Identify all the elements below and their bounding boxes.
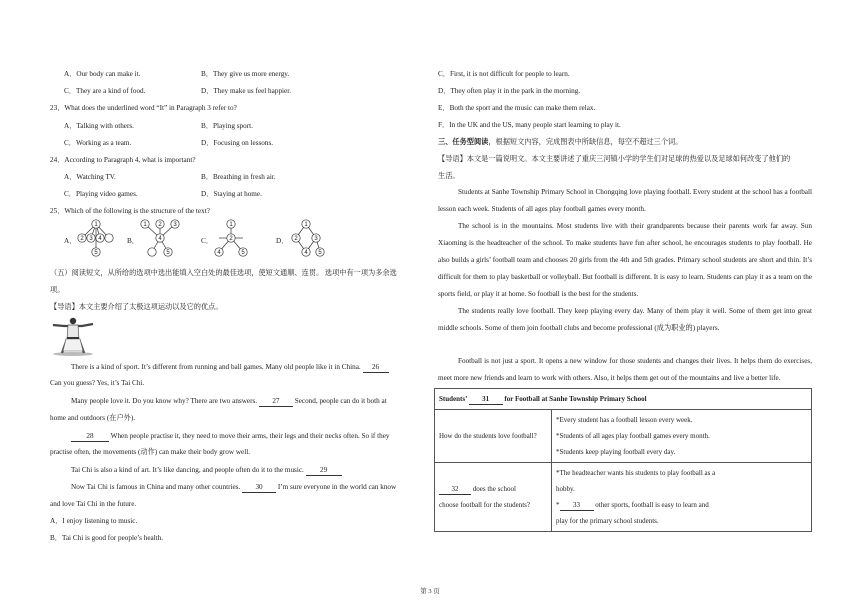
node-3: 3 — [89, 236, 93, 243]
q25-label-c: C． — [201, 237, 213, 245]
option-f: F．In the UK and the US, many people start learning to play it. — [438, 121, 621, 129]
svg-text:1: 1 — [143, 222, 147, 229]
node-4: 4 — [98, 236, 102, 243]
q23-option-c: C．Working as a team. — [64, 139, 132, 147]
q25-label-a: A． — [64, 237, 77, 245]
q25-stem: 25．Which of the following is the structure of the text? — [50, 207, 210, 215]
structure-diagram-d — [286, 218, 326, 260]
option-a: A．I enjoy listening to music. — [50, 517, 138, 525]
table-title: Students’ 31 for Football at Sanhe Township Primary School — [435, 389, 812, 410]
svg-text:3: 3 — [173, 222, 177, 229]
guide-line1: 【导语】本文是一篇说明文。本文主要讲述了重庆三河镇小学的学生们对足球的热爱以及足球如何改变了他们的 — [438, 155, 791, 163]
passage-p3-line2: practise often, the movements (动作) can make their body grow well. — [50, 448, 250, 456]
q25-label-b: B． — [127, 237, 139, 245]
q24-option-c: C．Playing video games. — [64, 190, 138, 198]
blank-31[interactable]: 31 — [469, 395, 503, 405]
svg-text:2: 2 — [294, 236, 298, 243]
option-e: E．Both the sport and the music can make them relax. — [438, 104, 596, 112]
info-table — [434, 388, 812, 532]
blank-27[interactable]: 27 — [259, 397, 293, 407]
row1-answers: *Every student has a football lesson every week. *Students of all ages play football games every month. *Students keep playing football every day. — [552, 410, 812, 463]
passage-p4-line1: Tai Chi is also a kind of art. It’s like dancing, and people often do it to the music. 29 — [71, 465, 342, 476]
article-para4: Football is not just a sport. It opens a new window for those students and changes their lives. It helps them do exercises, meet more new friends and learn to work with others. Also, it helps them get out of the mountains and live a better life. — [438, 357, 812, 382]
q23-option-b: B．Playing sport. — [201, 122, 253, 130]
svg-text:1: 1 — [304, 222, 308, 229]
blank-30[interactable]: 30 — [242, 483, 276, 493]
q22-option-a: A．Our body can make it. — [64, 70, 141, 78]
svg-text:2: 2 — [229, 236, 233, 243]
guide-line2: 生活。 — [438, 172, 460, 180]
article-para1: Students at Sanhe Township Primary School in Chongqing love playing football. Every student at the school has a football lesson each week. Students of all ages play football games every month. — [438, 188, 812, 213]
blank-26[interactable]: 26 — [363, 363, 389, 373]
q24-option-b: B．Breathing in fresh air. — [201, 173, 276, 181]
passage-p3-line1: 28 When people practise it, they need to move their arms, their legs and their necks often. So if they — [71, 431, 390, 442]
blank-29[interactable]: 29 — [306, 466, 342, 476]
tai-chi-figure — [50, 313, 96, 357]
passage-p1-line2: Can you guess? Yes, it’s Tai Chi. — [50, 379, 145, 387]
row2-question: 32 does the school choose football for the students? — [435, 463, 552, 532]
option-d: D．They often play it in the park in the morning. — [438, 87, 581, 95]
passage-p2-line2: home and outdoors (在户外). — [50, 414, 136, 422]
blank-28[interactable]: 28 — [71, 432, 109, 442]
svg-text:2: 2 — [158, 222, 162, 229]
passage-p2-line1: Many people love it. Do you know why? There are two answers. 27 Second, people can do it both at — [71, 397, 387, 405]
section3-instruction: 三、任务型阅读，根据短文内容，完成图表中所缺信息，每空不超过三个词。 — [438, 138, 683, 146]
svg-text:4: 4 — [304, 250, 308, 257]
svg-text:5: 5 — [318, 250, 322, 257]
svg-text:1: 1 — [229, 222, 233, 229]
article-para2: The school is in the mountains. Most students live with their grandparents because their parents work far away. Sun Xiaoming is the headteacher of the school. To make students have fun after school, he encourages students to play football. He also builds a girls’ football team and chooses 20 girls from the 4th and 5th grades. Primary school students are short and thin. It’s difficult for them to play basketball or volleyball. But football is different. It is easy to learn. Students can play it as a team on the sports field, or play it at home. So football is the best for the students. — [438, 222, 812, 298]
structure-diagram-a — [74, 218, 114, 260]
passage-p1-line1: There is a kind of sport. It’s different from running and ball games. Many old people like it in China. 26 — [71, 362, 389, 373]
passage-p5-line1: Now Tai Chi is famous in China and many other countries. 30 I’m sure everyone in the world can know — [71, 483, 397, 491]
q24-option-d: D．Staying at home. — [201, 190, 262, 198]
passage-p5-line2: and love Tai Chi in the future. — [50, 500, 137, 508]
section5-instruction-cont: 项。 — [50, 286, 65, 294]
svg-text:5: 5 — [241, 250, 245, 257]
q22-option-b: B．They give us more energy. — [201, 70, 290, 78]
q22-option-c: C．They are a kind of food. — [64, 87, 146, 95]
row1-question: How do the students love football? — [435, 410, 552, 463]
svg-text:3: 3 — [314, 236, 318, 243]
q23-stem: 23．What does the underlined word “It” in Paragraph 3 refer to? — [50, 104, 237, 112]
guide-text: 【导语】本文主要介绍了太极这项运动以及它的优点。 — [50, 303, 223, 311]
q23-option-d: D．Focusing on lessons. — [201, 139, 274, 147]
q25-label-d: D． — [276, 237, 289, 245]
structure-diagram-c — [211, 218, 251, 260]
svg-text:4: 4 — [158, 236, 162, 243]
svg-text:5: 5 — [166, 250, 170, 257]
section5-instruction: （五）阅读短文，从所给的选项中选出能填入空白处的最佳选项，使短文通顺、连贯。 选项中有一项为多余选 — [50, 269, 397, 277]
q24-option-a: A．Watching TV. — [64, 173, 116, 181]
row2-answers: *The headteacher wants his students to play football as a hobby. * 33 other sports, football is easy to learn and play for the primary school students. — [552, 463, 812, 532]
q24-stem: 24．According to Paragraph 4, what is important? — [50, 156, 196, 164]
node-5: 5 — [94, 250, 98, 257]
article-para3: The students really love football. They keep playing every day. Many of them play it well. Some of them get into great middle schools. Some of them join football clubs and become professional (成为职业的) players. — [438, 307, 812, 332]
structure-diagram-b — [137, 218, 183, 260]
node-1: 1 — [94, 222, 98, 229]
svg-text:4: 4 — [217, 250, 221, 257]
node-2: 2 — [80, 236, 84, 243]
q22-option-d: D．They make us feel happier. — [201, 87, 292, 95]
page-number: 第 3 页 — [420, 588, 440, 595]
q23-option-a: A．Talking with others. — [64, 122, 134, 130]
blank-32[interactable]: 32 — [439, 485, 471, 495]
blank-33[interactable]: 33 — [560, 501, 594, 511]
option-b: B．Tai Chi is good for people’s health. — [50, 534, 164, 542]
option-c: C．First, it is not difficult for people to learn. — [438, 70, 570, 78]
